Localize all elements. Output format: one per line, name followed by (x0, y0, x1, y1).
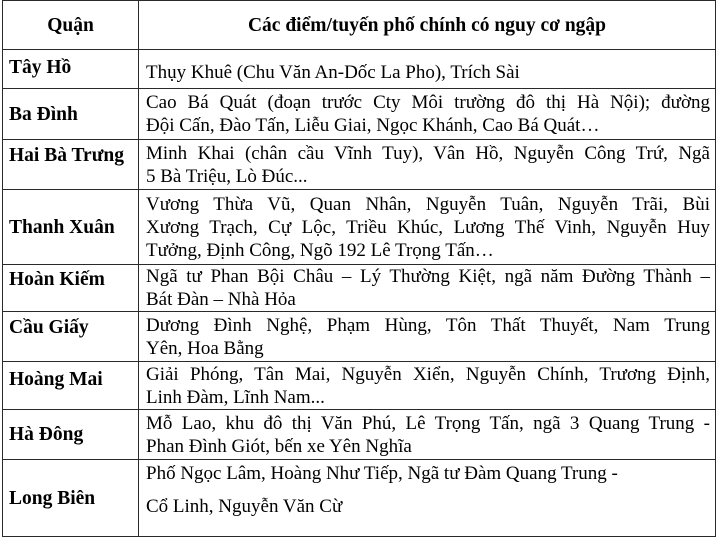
table-row (3, 50, 716, 89)
streets-cell (139, 410, 716, 460)
flood-risk-table (2, 0, 716, 537)
streets-cell (139, 265, 716, 312)
streets-cell (139, 50, 716, 89)
header-row (3, 1, 716, 50)
streets-line: Cổ Linh, Nguyễn Văn Cừ (146, 496, 343, 517)
streets-cell (139, 312, 716, 362)
streets-line: Yên, Hoa Bằng (146, 338, 264, 359)
streets-cell (139, 89, 716, 140)
district-cell: Long Biên (3, 460, 139, 537)
streets-cell (139, 460, 716, 537)
header-streets: Các điểm/tuyến phố chính có nguy cơ ngập (139, 1, 716, 50)
streets-line: Phan Đình Giót, bến xe Yên Nghĩa (146, 435, 412, 457)
district-cell: Thanh Xuân (3, 190, 139, 265)
streets-line: Tưởng, Định Công, Ngõ 192 Lê Trọng Tấn… (146, 239, 494, 261)
table-row (3, 140, 716, 190)
streets-line: Ngã tư Phan Bội Châu – Lý Thường Kiệt, ngã năm Đường Thành – (146, 266, 710, 287)
streets-line: Linh Đàm, Lĩnh Nam... (146, 387, 325, 408)
table-row (3, 265, 716, 312)
streets-line: Dương Đình Nghệ, Phạm Hùng, Tôn Thất Thuyết, Nam Trung (146, 315, 710, 336)
district-cell: Hà Đông (3, 410, 139, 460)
streets-line: 5 Bà Triệu, Lò Đúc... (146, 166, 308, 187)
header-district: Quận (3, 1, 139, 50)
streets-cell (139, 140, 716, 190)
table-row (3, 410, 716, 460)
streets-line: Cao Bá Quát (đoạn trước Cty Môi trường đô thị Hà Nội); đường (146, 92, 710, 113)
streets-line: Thụy Khuê (Chu Văn An-Dốc La Pho), Trích Sài (146, 61, 520, 83)
table-row (3, 89, 716, 140)
table-row (3, 460, 716, 537)
line-gap (146, 485, 710, 495)
streets-cell (139, 190, 716, 265)
district-cell: Hoàn Kiếm (3, 265, 139, 312)
streets-line: Minh Khai (chân cầu Vĩnh Tuy), Vân Hồ, Nguyễn Công Trứ, Ngã (146, 143, 710, 164)
streets-line: Mỗ Lao, khu đô thị Văn Phú, Lê Trọng Tấn, ngã 3 Quang Trung - (146, 412, 710, 434)
streets-line: Phố Ngọc Lâm, Hoàng Như Tiếp, Ngã tư Đàm Quang Trung - (146, 463, 618, 484)
district-cell: Ba Đình (3, 89, 139, 140)
district-cell: Cầu Giấy (3, 312, 139, 362)
streets-line: Giải Phóng, Tân Mai, Nguyễn Xiển, Nguyễn Chính, Trương Định, (146, 364, 710, 385)
streets-line: Vương Thừa Vũ, Quan Nhân, Nguyễn Tuân, Nguyễn Trãi, Bùi (146, 193, 710, 215)
district-cell: Hoàng Mai (3, 362, 139, 410)
table-row (3, 312, 716, 362)
district-cell: Hai Bà Trưng (3, 140, 139, 190)
table-row (3, 190, 716, 265)
table-row (3, 362, 716, 410)
district-cell: Tây Hồ (3, 50, 139, 89)
streets-line: Bát Đàn – Nhà Hỏa (146, 289, 296, 310)
streets-line: Xương Trạch, Cự Lộc, Triều Khúc, Lương Thế Vinh, Nguyễn Huy (146, 216, 710, 238)
streets-cell (139, 362, 716, 410)
streets-line: Đội Cấn, Đào Tấn, Liễu Giai, Ngọc Khánh, Cao Bá Quát… (146, 115, 600, 136)
